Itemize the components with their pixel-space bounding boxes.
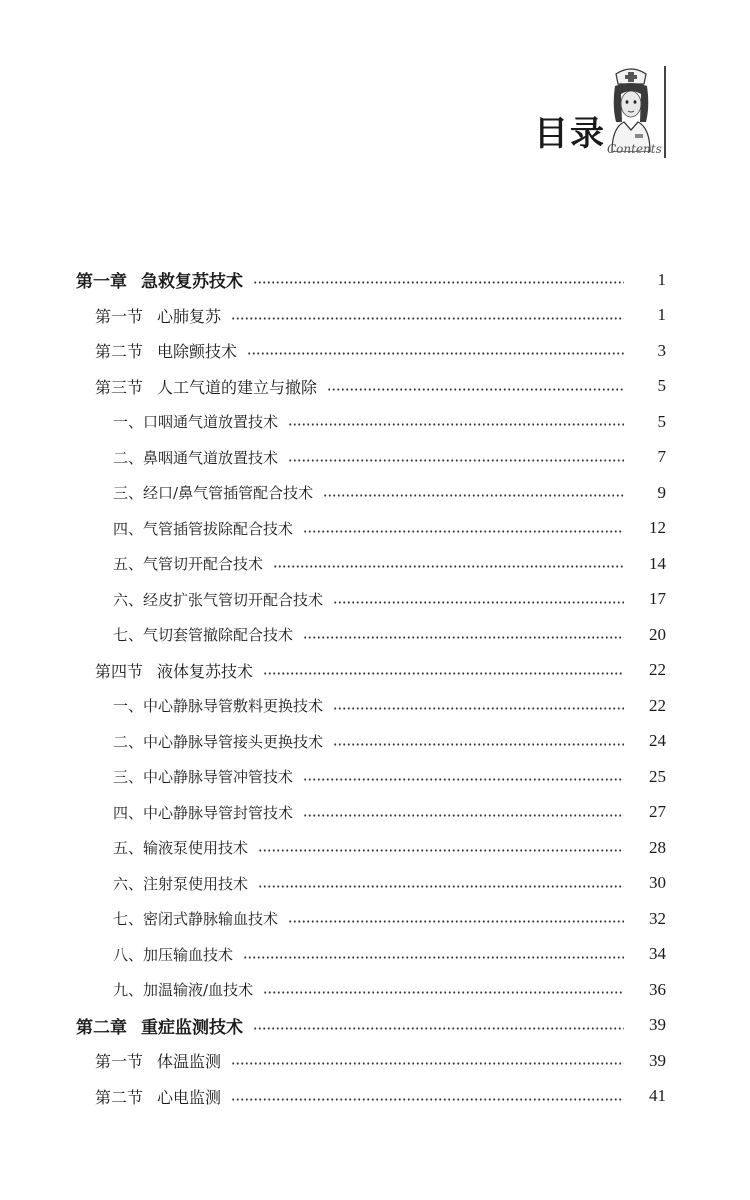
toc-entry-inner — [113, 802, 666, 823]
toc-entry-title: 中心静脉导管敷料更换技术 — [143, 697, 324, 716]
toc-entry-page: 39 — [649, 1050, 666, 1070]
table-of-contents — [0, 262, 750, 1114]
toc-entry-inner — [113, 766, 666, 787]
toc-entry-item[interactable] — [0, 440, 750, 476]
toc-entry-label — [113, 873, 248, 894]
toc-entry-page: 9 — [657, 482, 666, 502]
toc-entry-section[interactable] — [0, 333, 750, 369]
toc-entry-section[interactable] — [0, 653, 750, 689]
dot-leader — [327, 388, 624, 391]
toc-entry-number: 四、 — [113, 519, 144, 538]
toc-entry-label — [113, 695, 323, 716]
dot-leader — [263, 672, 624, 675]
toc-entry-item[interactable] — [0, 972, 750, 1008]
dot-leader — [288, 459, 624, 462]
toc-entry-inner — [76, 1013, 666, 1038]
dot-leader — [247, 352, 624, 355]
dot-leader — [243, 956, 624, 959]
dot-leader — [231, 1062, 624, 1065]
toc-entry-label — [113, 908, 278, 929]
toc-entry-page: 28 — [649, 837, 666, 857]
dot-leader — [303, 778, 624, 781]
toc-entry-number: 三、 — [113, 484, 144, 503]
toc-entry-title: 加压输血技术 — [143, 945, 234, 964]
dot-leader — [288, 920, 624, 923]
toc-entry-chapter[interactable] — [0, 1008, 750, 1044]
toc-entry-title: 密闭式静脉输血技术 — [143, 910, 279, 929]
toc-entry-item[interactable] — [0, 901, 750, 937]
toc-entry-page: 22 — [649, 695, 666, 715]
toc-entry-page: 24 — [649, 731, 666, 751]
dot-leader — [263, 991, 624, 994]
toc-entry-inner — [113, 518, 666, 539]
toc-entry-title: 中心静脉导管封管技术 — [143, 803, 294, 822]
toc-entry-number: 二、 — [113, 448, 144, 467]
toc-entry-title: 气管插管拔除配合技术 — [143, 519, 294, 538]
toc-entry-title: 体温监测 — [157, 1052, 222, 1072]
toc-entry-item[interactable] — [0, 617, 750, 653]
dot-leader — [258, 885, 624, 888]
toc-entry-page: 41 — [649, 1086, 666, 1106]
dot-leader — [333, 601, 624, 604]
dot-leader — [253, 1027, 624, 1030]
dot-leader — [231, 317, 624, 320]
toc-entry-page: 39 — [649, 1015, 666, 1035]
toc-entry-section[interactable] — [0, 369, 750, 405]
toc-entry-item[interactable] — [0, 404, 750, 440]
toc-entry-title: 口咽通气道放置技术 — [143, 413, 279, 432]
dot-leader — [273, 565, 624, 568]
toc-entry-page: 36 — [649, 979, 666, 999]
toc-entry-label — [95, 1049, 221, 1072]
toc-entry-item[interactable] — [0, 475, 750, 511]
toc-entry-item[interactable] — [0, 866, 750, 902]
toc-entry-page: 34 — [649, 944, 666, 964]
toc-entry-inner — [113, 411, 666, 432]
toc-entry-label — [95, 375, 317, 398]
toc-entry-title: 加温输液/血技术 — [143, 981, 254, 1000]
toc-entry-inner — [113, 624, 666, 645]
toc-entry-inner — [113, 695, 666, 716]
toc-entry-title: 电除颤技术 — [157, 342, 238, 362]
toc-entry-title: 注射泵使用技术 — [143, 874, 249, 893]
toc-entry-number: 第一节 — [95, 306, 144, 326]
toc-entry-label — [113, 766, 293, 787]
toc-entry-title: 重症监测技术 — [141, 1017, 243, 1038]
toc-entry-label — [113, 518, 293, 539]
toc-entry-label — [95, 1085, 221, 1108]
toc-entry-number: 七、 — [113, 626, 144, 645]
toc-entry-number: 九、 — [113, 981, 144, 1000]
dot-leader — [258, 849, 624, 852]
toc-entry-inner — [95, 1049, 666, 1072]
header-divider — [664, 66, 666, 158]
toc-entry-label — [113, 731, 323, 752]
toc-entry-number: 一、 — [113, 697, 144, 716]
toc-entry-item[interactable] — [0, 511, 750, 547]
dot-leader — [333, 743, 624, 746]
toc-entry-page: 3 — [657, 340, 666, 360]
toc-entry-page: 27 — [649, 802, 666, 822]
toc-entry-label — [113, 482, 313, 503]
toc-entry-title: 气切套管撤除配合技术 — [143, 626, 294, 645]
toc-entry-label — [113, 624, 293, 645]
toc-entry-inner — [113, 482, 666, 503]
toc-entry-title: 心肺复苏 — [157, 306, 222, 326]
toc-entry-inner — [95, 659, 666, 682]
toc-entry-title: 气管切开配合技术 — [143, 555, 264, 574]
toc-entry-item[interactable] — [0, 937, 750, 973]
toc-entry-title: 中心静脉导管冲管技术 — [143, 768, 294, 787]
toc-entry-inner — [113, 447, 666, 468]
toc-entry-label — [76, 1013, 243, 1038]
toc-entry-number: 四、 — [113, 803, 144, 822]
toc-entry-section[interactable] — [0, 1079, 750, 1115]
toc-entry-number: 第二章 — [76, 1017, 127, 1038]
toc-entry-chapter[interactable] — [0, 262, 750, 298]
toc-entry-number: 六、 — [113, 590, 144, 609]
toc-entry-label — [113, 411, 278, 432]
page-title: 目录 — [534, 114, 606, 154]
toc-entry-section[interactable] — [0, 1043, 750, 1079]
toc-entry-inner — [113, 873, 666, 894]
toc-entry-item[interactable] — [0, 795, 750, 831]
page-header — [0, 60, 750, 160]
toc-entry-number: 第四节 — [95, 661, 144, 681]
toc-entry-number: 五、 — [113, 555, 144, 574]
toc-entry-page: 1 — [657, 269, 666, 289]
toc-entry-label — [95, 659, 253, 682]
toc-entry-section[interactable] — [0, 298, 750, 334]
toc-entry-label — [113, 589, 323, 610]
dot-leader — [303, 814, 624, 817]
toc-entry-number: 第一节 — [95, 1052, 144, 1072]
toc-entry-label — [113, 553, 263, 574]
toc-entry-inner — [113, 553, 666, 574]
toc-entry-inner — [95, 375, 666, 398]
toc-entry-title: 输液泵使用技术 — [143, 839, 249, 858]
toc-entry-page: 17 — [649, 589, 666, 609]
toc-entry-inner — [113, 837, 666, 858]
toc-entry-number: 第三节 — [95, 377, 144, 397]
toc-entry-label — [113, 447, 278, 468]
toc-entry-number: 七、 — [113, 910, 144, 929]
toc-entry-number: 第二节 — [95, 1087, 144, 1107]
toc-entry-label — [113, 802, 293, 823]
toc-entry-title: 经皮扩张气管切开配合技术 — [143, 590, 324, 609]
dot-leader — [333, 707, 624, 710]
toc-entry-page: 32 — [649, 908, 666, 928]
toc-entry-inner — [95, 339, 666, 362]
toc-entry-label — [95, 339, 237, 362]
toc-entry-label — [113, 979, 253, 1000]
dot-leader — [288, 423, 624, 426]
toc-entry-page: 25 — [649, 766, 666, 786]
toc-entry-number: 三、 — [113, 768, 144, 787]
toc-entry-title: 急救复苏技术 — [141, 272, 243, 293]
toc-entry-inner — [113, 944, 666, 965]
toc-entry-label — [113, 944, 233, 965]
toc-entry-inner — [113, 908, 666, 929]
toc-entry-number: 五、 — [113, 839, 144, 858]
toc-entry-label — [95, 304, 221, 327]
toc-entry-item[interactable] — [0, 830, 750, 866]
toc-entry-page: 1 — [657, 305, 666, 325]
contents-subtitle: Contents — [607, 142, 662, 156]
toc-entry-number: 二、 — [113, 732, 144, 751]
toc-entry-number: 一、 — [113, 413, 144, 432]
toc-entry-inner — [113, 979, 666, 1000]
toc-entry-inner — [113, 731, 666, 752]
toc-entry-page: 5 — [657, 411, 666, 431]
toc-entry-title: 鼻咽通气道放置技术 — [143, 448, 279, 467]
toc-entry-page: 30 — [649, 873, 666, 893]
toc-entry-item[interactable] — [0, 688, 750, 724]
toc-entry-item[interactable] — [0, 546, 750, 582]
toc-entry-title: 心电监测 — [157, 1087, 222, 1107]
toc-entry-page: 5 — [657, 376, 666, 396]
dot-leader — [303, 530, 624, 533]
toc-entry-item[interactable] — [0, 724, 750, 760]
toc-entry-page: 14 — [649, 553, 666, 573]
toc-entry-number: 第一章 — [76, 272, 127, 293]
dot-leader — [253, 281, 624, 284]
toc-entry-item[interactable] — [0, 582, 750, 618]
toc-entry-label — [113, 837, 248, 858]
dot-leader — [231, 1098, 624, 1101]
toc-entry-label — [76, 267, 243, 292]
toc-entry-title: 中心静脉导管接头更换技术 — [143, 732, 324, 751]
toc-entry-number: 八、 — [113, 945, 144, 964]
toc-entry-number: 第二节 — [95, 342, 144, 362]
toc-entry-inner — [95, 304, 666, 327]
toc-entry-title: 人工气道的建立与撤除 — [157, 377, 318, 397]
dot-leader — [323, 494, 624, 497]
nurse-icon — [604, 64, 658, 152]
toc-entry-page: 7 — [657, 447, 666, 467]
toc-entry-title: 液体复苏技术 — [157, 661, 254, 681]
toc-entry-page: 20 — [649, 624, 666, 644]
toc-entry-inner — [95, 1085, 666, 1108]
toc-entry-page: 12 — [649, 518, 666, 538]
dot-leader — [303, 636, 624, 639]
toc-entry-title: 经口/鼻气管插管配合技术 — [143, 484, 314, 503]
toc-entry-inner — [113, 589, 666, 610]
toc-entry-number: 六、 — [113, 874, 144, 893]
toc-entry-page: 22 — [649, 660, 666, 680]
toc-entry-inner — [76, 267, 666, 292]
toc-entry-item[interactable] — [0, 759, 750, 795]
